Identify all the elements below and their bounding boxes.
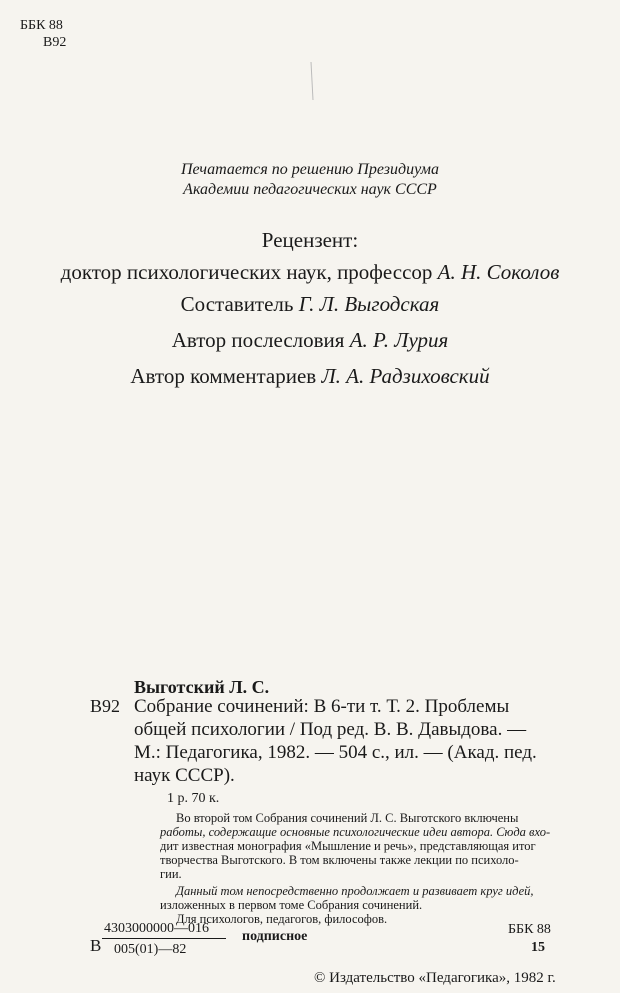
audience-line: Для психологов, педагогов, философов.: [176, 912, 388, 926]
afterword-line: [0, 328, 620, 353]
approval-line-1: Печатается по решению Президиума: [180, 161, 439, 178]
isbn-numerator: 4303000000—016: [104, 921, 209, 936]
author-code-top: В92: [43, 35, 67, 50]
copyright-line: © Издательство «Педагогика», 1982 г.: [314, 970, 556, 986]
comments-name: Л. А. Радзиховский: [321, 364, 490, 388]
annotation-line: творчества Выготского. В том включены также лекции по психоло-: [160, 853, 519, 867]
catalog-title-line: общей психологии / Под ред. В. В. Давыдова. —: [134, 719, 527, 740]
bbk-subindex: 15: [531, 940, 545, 955]
catalog-title-line: М.: Педагогика, 1982. — 504 с., ил. — (Акад. пед.: [134, 742, 537, 763]
comments-line: [0, 364, 620, 389]
compiler-name: Г. Л. Выгодская: [298, 292, 440, 316]
fraction-bar: [102, 938, 226, 939]
approval-line-2: Академии педагогических наук СССР: [183, 181, 437, 198]
scan-mark: [306, 62, 316, 102]
afterword-label: Автор послесловия: [171, 328, 345, 352]
isbn-denominator: 005(01)—82: [114, 942, 187, 957]
afterword-name: А. Р. Лурия: [349, 328, 449, 352]
continuation-line: изложенных в первом томе Собрания сочинений.: [160, 898, 423, 912]
reviewer-label: Рецензент:: [261, 228, 359, 252]
reviewer-name: А. Н. Соколов: [437, 260, 560, 284]
reviewer-line: [0, 260, 620, 285]
annotation-line: гии.: [160, 867, 182, 881]
reviewer-title: доктор психологических наук, профессор: [60, 260, 433, 284]
compiler-line: [0, 292, 620, 317]
bbk-index-top: ББК 88: [20, 18, 63, 33]
annotation-line: Во второй том Собрания сочинений Л. С. Выготского включены: [176, 811, 519, 825]
annotation-line: дит известная монография «Мышление и речь», представляющая итог: [160, 839, 536, 853]
bbk-index-bottom: ББК 88: [508, 922, 551, 937]
catalog-title-line: Собрание сочинений: В 6-ти т. Т. 2. Проблемы: [134, 696, 510, 717]
catalog-author: Выготский Л. С.: [134, 677, 270, 697]
annotation-line: работы, содержащие основные психологические идеи автора. Сюда вхо-: [160, 825, 551, 839]
price: 1 р. 70 к.: [167, 791, 220, 806]
comments-label: Автор комментариев: [130, 364, 317, 388]
subscription-label: подписное: [242, 929, 308, 944]
catalog-title-line: наук СССР).: [134, 765, 235, 786]
series-letter: В: [90, 936, 102, 955]
continuation-line: Данный том непосредственно продолжает и развивает круг идей,: [176, 884, 534, 898]
compiler-label: Составитель: [180, 292, 294, 316]
catalog-code: В92: [90, 696, 121, 716]
